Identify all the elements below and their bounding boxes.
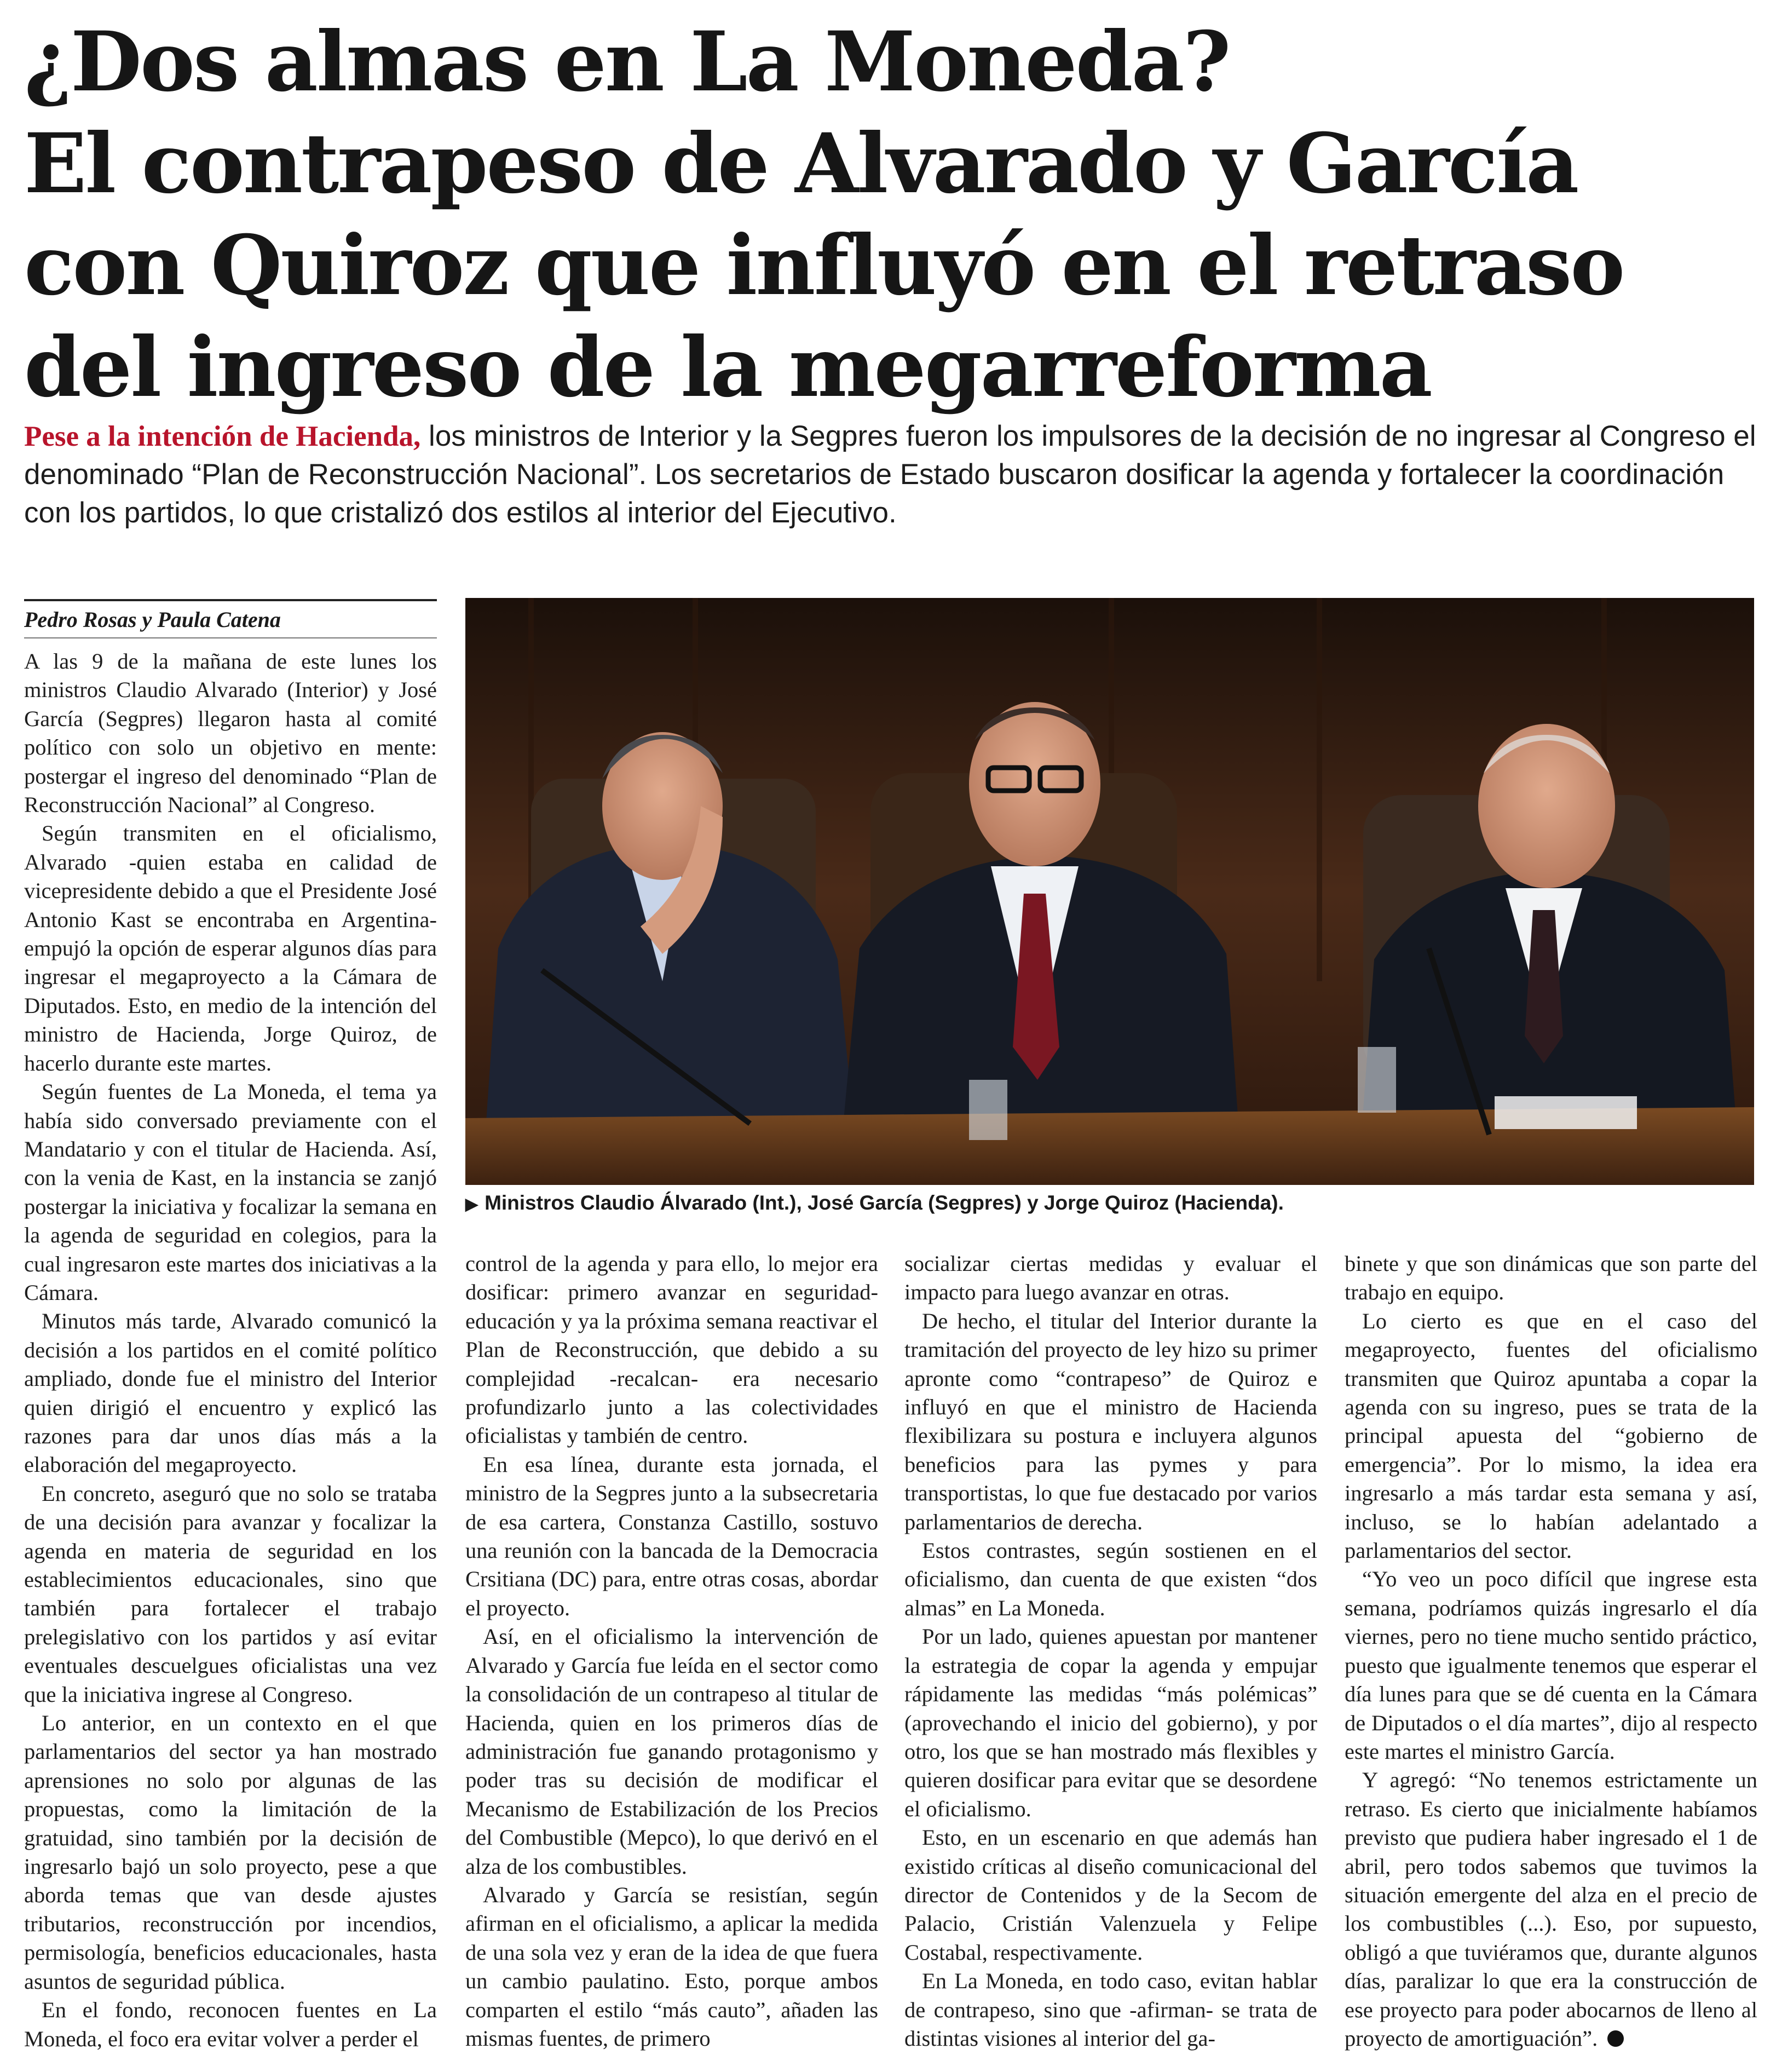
paragraph: Alvarado y García se resistían, según afirman en el oficialismo, a aplicar la medida de una sola vez y eran de la idea de que fuera un cambio paulatino. Esto, porque ambos comparten el estilo “más cauto”, añaden las mismas fuentes, de primero (465, 1882, 878, 2051)
paragraph: “Yo veo un poco difícil que ingrese esta semana, podríamos quizás ingresarlo el día viernes, pero no tiene mucho sentido práctico, puesto que igualmente tenemos que esperar el día lunes para que se dé cuenta en la Cámara de Diputados o el día martes”, dijo al respecto este martes el ministro García. (1345, 1567, 1757, 1764)
paragraph: Según transmiten en el oficialismo, Alvarado -quien estaba en calidad de vicepresidente debido a que el Presidente José Antonio Kast se encontraba en Argentina- empujó la opción de esperar algunos días para ingresar el megaproyecto a la Cámara de Diputados. Esto, en medio de la intención del ministro de Hacienda, Jorge Quiroz, de hacerlo durante este martes. (24, 821, 437, 1075)
paragraph: Lo anterior, en un contexto en el que parlamentarios del sector ya han mostrado aprensiones no solo por algunas de las propuestas, como la limitación de la gratuidad, sino también por la decisión de ingresarlo bajó un solo proyecto, pese a que aborda temas que van desde ajustes tributarios, reconstrucción por incendios, permisología, beneficios educacionales, hasta asuntos de seguridad pública. (24, 1711, 437, 1994)
caption-text: Ministros Claudio Álvarado (Int.), José García (Segpres) y Jorge Quiroz (Hacienda). (485, 1192, 1284, 1214)
article-column-1 (24, 647, 437, 2053)
paragraph: En concreto, aseguró que no solo se trataba de una decisión para avanzar y focalizar la agenda en materia de seguridad en los establecimientos educacionales, sino que también para fortalecer el trabajo prelegislativo con los partidos y así evitar eventuales descuelgues oficialistas una vez que la iniciativa ingrese al Congreso. (24, 1481, 437, 1707)
paragraph: Así, en el oficialismo la intervención de Alvarado y García fue leída en el sector como la consolidación de un contrapeso al titular de Hacienda, quien en los primeros días de administración fue ganando protagonismo y poder tras su decisión de modificar el Mecanismo de Estabilización de los Precios del Combustible (Mepco), lo que derivó en el alza de los combustibles. (465, 1624, 878, 1879)
byline-divider (24, 637, 437, 638)
headline-line-3: con Quiroz que influyó en el retraso (24, 217, 1624, 314)
headline (24, 11, 1754, 418)
paragraph: Según fuentes de La Moneda, el tema ya había sido conversado previamente con el Mandatario y con el titular de Hacienda. Así, con la venia de Kast, en la instancia se zanjó postergar la iniciativa y focalizar la semana en la agenda de seguridad en colegios, para la cual ingresaron este martes dos iniciativas a la Cámara. (24, 1079, 437, 1305)
article-column-2 (465, 1250, 878, 2053)
byline: Pedro Rosas y Paula Catena (24, 599, 437, 632)
paragraph: binete y que son dinámicas que son parte del trabajo en equipo. (1345, 1251, 1757, 1305)
paragraph: A las 9 de la mañana de este lunes los ministros Claudio Alvarado (Interior) y José García (Segpres) llegaron hasta al comité político con solo un objetivo en mente: postergar el ingreso del denominado “Plan de Reconstrucción Nacional” al Congreso. (24, 649, 437, 818)
article-column-4 (1345, 1250, 1757, 2053)
caption-arrow-icon: ▶ (465, 1195, 478, 1213)
photo-illustration (465, 598, 1754, 1185)
deck-text: los ministros de Interior y la Segpres fueron los impulsores de la decisión de no ingresar al Congreso el denominado “Plan de Reconstrucción Nacional”. Los secretarios de Estado buscaron dosificar la agenda y fortalecer la coordinación con los partidos, lo que cristalizó dos estilos al interior del Ejecutivo. (24, 420, 1756, 529)
headline-line-1: ¿Dos almas en La Moneda? (24, 14, 1230, 110)
paragraph: Por un lado, quienes apuestan por mantener la estrategia de copar la agenda y empujar rápidamente las medidas “más polémicas” (aprovechando el inicio del gobierno), y por otro, los que se han mostrado más flexibles y quieren dosificar para evitar que se desordene el oficialismo. (904, 1624, 1317, 1821)
paragraph: Estos contrastes, según sostienen en el oficialismo, dan cuenta de que existen “dos almas” en La Moneda. (904, 1538, 1317, 1620)
article-column-3 (904, 1250, 1317, 2053)
headline-line-4: del ingreso de la megarreforma (24, 319, 1431, 416)
end-of-article-icon (1607, 2030, 1624, 2047)
paragraph (1345, 1766, 1757, 2053)
paragraph: En La Moneda, en todo caso, evitan hablar de contrapeso, sino que -afirman- se trata de distintas visiones al interior del ga- (904, 1969, 1317, 2051)
paragraph: Esto, en un escenario en que además han existido críticas al diseño comunicacional del director de Contenidos y de la Secom de Palacio, Cristián Valenzuela y Felipe Costabal, respectivamente. (904, 1825, 1317, 1965)
paragraph: Minutos más tarde, Alvarado comunicó la decisión a los partidos en el comité político ampliado, donde fue el ministro del Interior quien dirigió el encuentro y explicó las razones para dar unos días más a la elaboración del megaproyecto. (24, 1309, 437, 1477)
paragraph: En esa línea, durante esta jornada, el ministro de la Segpres junto a la subsecretaria de esa cartera, Constanza Castillo, sostuvo una reunión con la bancada de la Democracia Crsitiana (DC) para, entre otras cosas, abordar el proyecto. (465, 1452, 878, 1620)
paragraph: Lo cierto es que en el caso del megaproyecto, fuentes del oficialismo transmiten que Quiroz apuntaba a copar la agenda con su ingreso, pues se trata de la principal apuesta del “gobierno de emergencia”. Por lo mismo, la idea era ingresarlo a más tardar esta semana y así, incluso, se lo habían adelantado a parlamentarios del sector. (1345, 1308, 1757, 1563)
deck-lead: Pese a la intención de Hacienda, (24, 421, 421, 452)
paragraph: socializar ciertas medidas y evaluar el impacto para luego avanzar en otras. (904, 1251, 1317, 1305)
photo-caption (465, 1192, 1754, 1215)
paragraph: En el fondo, reconocen fuentes en La Moneda, el foco era evitar volver a perder el (24, 1998, 437, 2051)
paragraph: control de la agenda y para ello, lo mejor era dosificar: primero avanzar en seguridad-educación y ya la próxima semana reactivar el Plan de Reconstrucción, que debido a su complejidad -recalcan- era necesario profundizarlo junto a las colectividades oficialistas y también de centro. (465, 1251, 878, 1448)
headline-line-2: El contrapeso de Alvarado y García (24, 116, 1578, 212)
paragraph: De hecho, el titular del Interior durante la tramitación del proyecto de ley hizo su primer apronte como “contrapeso” de Quiroz e influyó en que el ministro de Hacienda flexibilizara su postura e incluyera algunos beneficios para las pymes y para transportistas, lo que fue destacado por varios parlamentarios de derecha. (904, 1308, 1317, 1534)
news-photo (465, 598, 1754, 1185)
deck-summary (24, 417, 1765, 532)
paragraph-text: Y agregó: “No tenemos estrictamente un retraso. Es cierto que inicialmente habíamos previsto que pudiera haber ingresado el 1 de abril, pero todos sabemos que tuvimos la situación emergente del alza en el precio de los combustibles (...). Eso, por supuesto, obligó a que tuviéramos que, durante algunos días, paralizar lo que era la construcción de ese proyecto para poder abocarnos de lleno al proyecto de amortiguación”. (1345, 1768, 1757, 2051)
